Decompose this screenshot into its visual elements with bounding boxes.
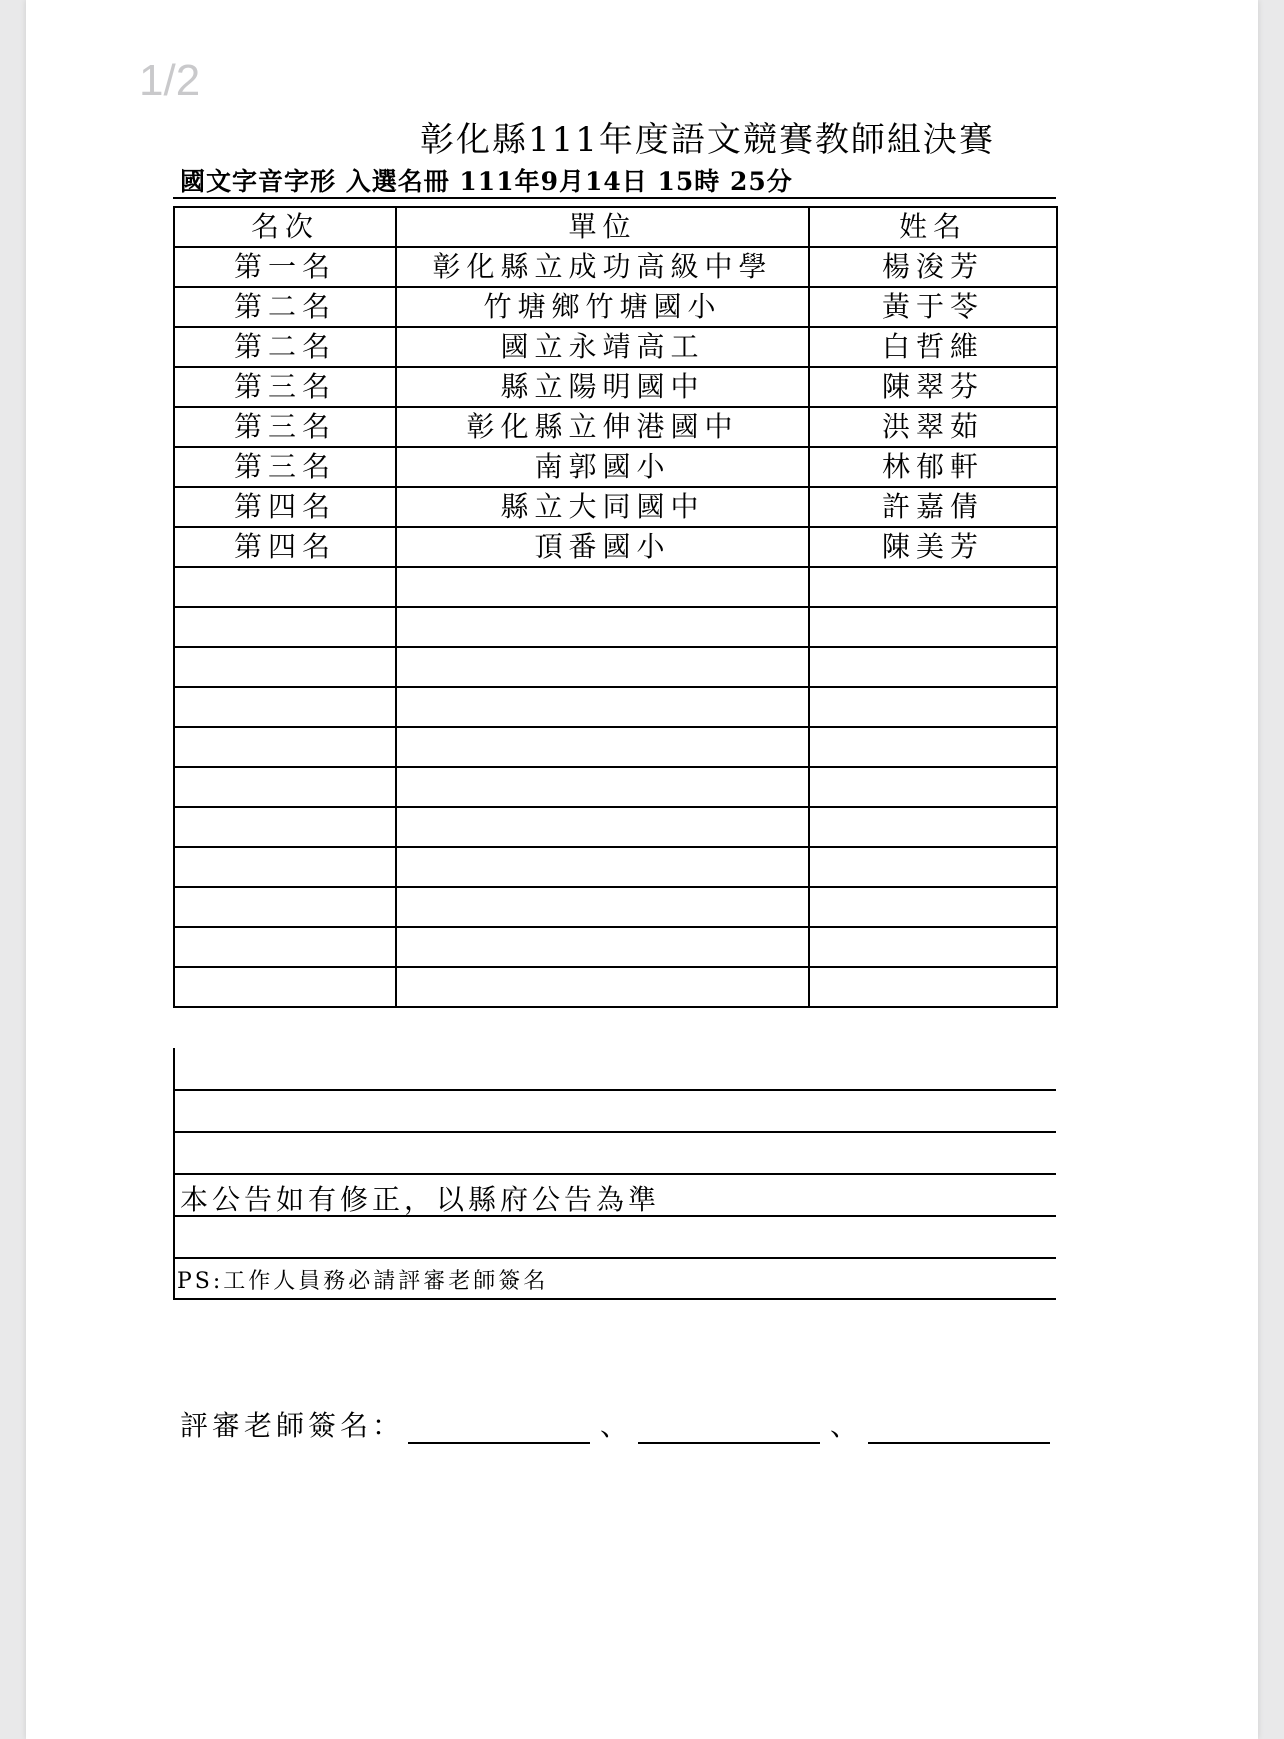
cell-name: 黃于苓 — [809, 287, 1057, 327]
table-row — [174, 487, 1057, 527]
empty-cell — [396, 727, 809, 767]
empty-table-row — [174, 687, 1057, 727]
empty-cell — [809, 847, 1057, 887]
table-row — [174, 287, 1057, 327]
table-row — [174, 327, 1057, 367]
cell-unit: 彰化縣立伸港國中 — [396, 407, 809, 447]
cell-rank: 第二名 — [174, 287, 396, 327]
empty-cell — [174, 887, 396, 927]
cell-unit: 南郭國小 — [396, 447, 809, 487]
empty-table-row — [174, 727, 1057, 767]
empty-cell — [809, 767, 1057, 807]
signature-line — [180, 1404, 1054, 1444]
top-rule — [173, 197, 1056, 199]
signature-blank — [868, 1412, 1050, 1444]
empty-table-row — [174, 967, 1057, 1007]
cell-name: 陳翠芬 — [809, 367, 1057, 407]
document-title: 彰化縣111年度語文競賽教師組決賽 — [420, 120, 995, 160]
empty-table-row — [174, 887, 1057, 927]
footer-rule — [173, 1173, 1056, 1175]
empty-table-row — [174, 767, 1057, 807]
empty-cell — [174, 567, 396, 607]
cell-unit: 縣立大同國中 — [396, 487, 809, 527]
empty-cell — [396, 967, 809, 1007]
cell-name: 陳美芳 — [809, 527, 1057, 567]
cell-rank: 第二名 — [174, 327, 396, 367]
table-row — [174, 247, 1057, 287]
empty-cell — [809, 727, 1057, 767]
cell-rank: 第三名 — [174, 407, 396, 447]
empty-cell — [396, 887, 809, 927]
empty-cell — [174, 727, 396, 767]
empty-cell — [809, 927, 1057, 967]
footer-rule — [173, 1257, 1056, 1259]
signature-separator: 、 — [830, 1409, 859, 1442]
ps-note: PS:工作人員務必請評審老師簽名 — [177, 1269, 549, 1294]
table-row — [174, 527, 1057, 567]
cell-rank: 第一名 — [174, 247, 396, 287]
table-row — [174, 447, 1057, 487]
table-row — [174, 367, 1057, 407]
empty-cell — [396, 607, 809, 647]
cell-unit: 國立永靖高工 — [396, 327, 809, 367]
document-subtitle: 國文字音字形 入選名冊 111年9月14日 15時 25分 — [180, 167, 793, 196]
empty-cell — [809, 687, 1057, 727]
empty-cell — [174, 647, 396, 687]
cell-name: 許嘉倩 — [809, 487, 1057, 527]
notice-text: 本公告如有修正，以縣府公告為準 — [180, 1183, 661, 1216]
footer-rule — [173, 1298, 1056, 1300]
empty-cell — [396, 847, 809, 887]
cell-unit: 縣立陽明國中 — [396, 367, 809, 407]
cell-unit: 頂番國小 — [396, 527, 809, 567]
empty-cell — [174, 607, 396, 647]
cell-rank: 第三名 — [174, 447, 396, 487]
cell-unit: 竹塘鄉竹塘國小 — [396, 287, 809, 327]
cell-rank: 第四名 — [174, 527, 396, 567]
header-name: 姓名 — [809, 207, 1057, 247]
empty-table-row — [174, 607, 1057, 647]
empty-cell — [396, 687, 809, 727]
page-indicator: 1/2 — [139, 56, 201, 105]
empty-cell — [809, 807, 1057, 847]
table-row — [174, 407, 1057, 447]
empty-cell — [174, 767, 396, 807]
empty-cell — [396, 647, 809, 687]
empty-cell — [809, 607, 1057, 647]
header-unit: 單位 — [396, 207, 809, 247]
empty-cell — [174, 687, 396, 727]
cell-unit: 彰化縣立成功高級中學 — [396, 247, 809, 287]
header-rank: 名次 — [174, 207, 396, 247]
empty-cell — [809, 567, 1057, 607]
results-table — [173, 206, 1058, 1008]
footer-rule — [173, 1131, 1056, 1133]
cell-name: 白哲維 — [809, 327, 1057, 367]
empty-cell — [174, 967, 396, 1007]
signature-blank — [408, 1412, 590, 1444]
cell-rank: 第三名 — [174, 367, 396, 407]
signature-blank — [638, 1412, 820, 1444]
table-header-row — [174, 207, 1057, 247]
empty-cell — [396, 807, 809, 847]
empty-cell — [396, 927, 809, 967]
footer-rule — [173, 1089, 1056, 1091]
empty-cell — [174, 807, 396, 847]
empty-table-row — [174, 647, 1057, 687]
empty-cell — [809, 967, 1057, 1007]
empty-cell — [396, 567, 809, 607]
signature-separator: 、 — [600, 1409, 629, 1442]
cell-name: 洪翠茹 — [809, 407, 1057, 447]
cell-name: 楊浚芳 — [809, 247, 1057, 287]
empty-table-row — [174, 807, 1057, 847]
empty-table-row — [174, 847, 1057, 887]
empty-cell — [396, 767, 809, 807]
cell-rank: 第四名 — [174, 487, 396, 527]
results-body — [174, 247, 1057, 1007]
empty-cell — [174, 927, 396, 967]
empty-cell — [809, 887, 1057, 927]
cell-name: 林郁軒 — [809, 447, 1057, 487]
empty-cell — [809, 647, 1057, 687]
empty-table-row — [174, 927, 1057, 967]
empty-cell — [174, 847, 396, 887]
signature-label: 評審老師簽名： — [180, 1409, 405, 1442]
empty-table-row — [174, 567, 1057, 607]
